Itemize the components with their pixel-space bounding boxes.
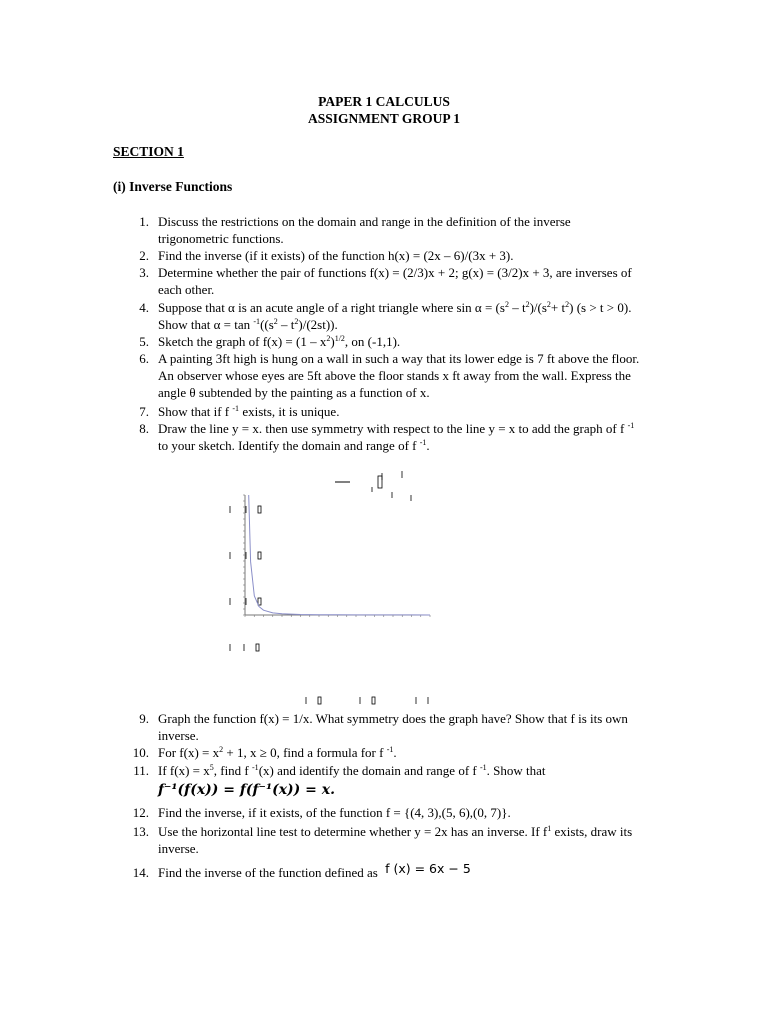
question-text: Use the horizontal line test to determine whether y = 2x has an inverse. If $f^1$ exists, draw its inverse. xyxy=(158,824,633,856)
question-number: 5. xyxy=(139,334,149,349)
question-number: 11. xyxy=(133,763,149,778)
question-number: 9. xyxy=(139,711,149,726)
question-number: 10. xyxy=(132,745,149,760)
question-text: If $f(x) = x^5$, find f $^{-1}$(x) and identify the domain and range of f $^{-1}$. Show that xyxy=(158,763,546,778)
question-text: Find the inverse, if it exists, of the function f = {(4, 3),(5, 6),(0, 7)}. xyxy=(158,805,511,820)
question-text: Determine whether the pair of functions f(x) = (2/3)x + 2; g(x) = (3/2)x + 3, are inverses of each other. xyxy=(158,265,632,297)
question-number: 14. xyxy=(132,865,149,880)
subsection-heading: (i) Inverse Functions xyxy=(113,179,233,194)
question-text: Sketch the graph of $f(x) = (1 - x^2)^{1/2}$, on (-1,1). xyxy=(158,334,401,349)
question-text: Graph the function f(x) = 1/x. What symmetry does the graph have? Show that f is its own inverse. xyxy=(158,711,628,743)
question-number: 3. xyxy=(139,265,149,280)
document-subtitle: ASSIGNMENT GROUP 1 xyxy=(307,111,461,126)
question-number: 4. xyxy=(139,300,149,315)
question-text: Discuss the restrictions on the domain and range in the definition of the inverse trigonometric functions. xyxy=(158,214,571,246)
question-number: 2. xyxy=(139,248,149,263)
question-text: Suppose that α is an acute angle of a right triangle where $\sin \alpha = (s^2 - t^2)/(s^2+ t^2) (s > t > 0)$. Show that $\alpha = \tan ^{-1}((s^2 - t^2)/(2st))$. xyxy=(158,300,632,332)
question-number: 8. xyxy=(139,421,149,436)
curve-line xyxy=(249,495,430,615)
equation-label-glyph xyxy=(378,476,382,488)
question-text: Show that if f $^{-1}$ exists, it is unique. xyxy=(158,404,340,419)
question-text: Draw the line y = x. then use symmetry with respect to the line y = x to add the graph of f $^{-1}$ to your sketch. Identify the domain and range of f $^{-1}$. xyxy=(158,421,635,453)
inverse-identity-formula: f⁻¹(f(x)) = f(f⁻¹(x)) = x. xyxy=(158,782,335,798)
document-title: PAPER 1 CALCULUS xyxy=(318,94,450,109)
question-text: For $f(x) = x^2 + 1$, x ≥ 0, find a formula for f $^{-1}$. xyxy=(158,745,397,760)
question-number: 6. xyxy=(139,351,149,366)
question-number: 13. xyxy=(132,824,149,839)
question-number: 7. xyxy=(139,404,149,419)
section-heading: SECTION 1 xyxy=(113,144,184,159)
question-text: Find the inverse of the function defined as f (x) = 6x − 5 xyxy=(158,861,471,880)
tick-label-glyphs xyxy=(230,506,428,704)
curve-plot xyxy=(220,470,440,710)
axis-ticks xyxy=(243,495,430,617)
question-text: Find the inverse (if it exists) of the function h(x) = (2x – 6)/(3x + 3). xyxy=(158,248,514,263)
question-number: 1. xyxy=(139,214,149,229)
function-formula: f (x) = 6x − 5 xyxy=(385,861,471,876)
question-number: 12. xyxy=(132,805,149,820)
question-text: A painting 3ft high is hung on a wall in such a way that its lower edge is 7 ft above the floor. An observer whose eyes are 5ft above the floor stands x ft away from the wall. Express the angle θ subtended by the painting as a function of x. xyxy=(158,351,640,400)
